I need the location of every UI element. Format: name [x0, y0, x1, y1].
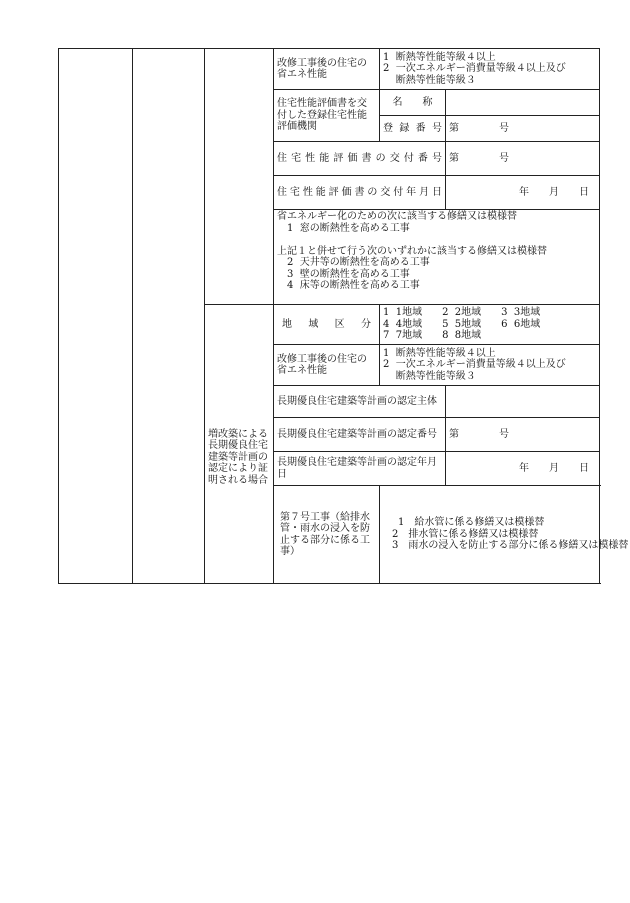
s2-perf-label: 改修工事後の住宅の省エネ性能: [274, 345, 380, 386]
s1-agency-label: 住宅性能評価書を交付した登録住宅性能評価機関: [274, 90, 380, 142]
s2-work-line: 4 床等の断熱性を高める工事: [277, 280, 420, 291]
s2-perf-option: 2 一次エネルギー消費量等級４以上及び: [383, 359, 566, 371]
s1-perf-option: 1 断熱等性能等級４以上: [383, 51, 496, 63]
s2-work-line: [277, 234, 596, 246]
s1-cert-no-label: 住宅性能評価書の交付番号: [274, 142, 446, 176]
s2-plan-date-label: 長期優良住宅建築等計画の認定年月日: [274, 452, 446, 486]
s3-items: [380, 486, 629, 584]
category-col-blank: [205, 49, 274, 305]
s2-plan-entity-value[interactable]: [446, 386, 600, 418]
s2-work-line: 3 壁の断熱性を高める工事: [277, 268, 410, 280]
s1-name-label: 名 称: [380, 90, 446, 116]
s2-work-line: 上記１と併せて行う次のいずれかに該当する修繕又は模様替: [277, 245, 547, 257]
s3-item: 1 給水管に係る修繕又は模様替: [398, 517, 545, 529]
s2-work-line: 省エネルギー化のための次に該当する修繕又は模様替: [277, 211, 517, 222]
s3-label: 第７号工事（給排水管・雨水の浸入を防止する部分に係る工事）: [274, 486, 380, 584]
s2-region-label: 地域区分: [274, 305, 380, 345]
s2-work-line: 1 窓の断熱性を高める工事: [277, 222, 410, 234]
s1-cert-no-value[interactable]: 第 号: [446, 142, 600, 176]
s2-plan-no-value[interactable]: 第 号: [446, 418, 600, 452]
s1-cert-date-label: 住宅性能評価書の交付年月日: [274, 176, 446, 210]
s3-item: 3 雨水の浸入を防止する部分に係る修繕又は模様替: [392, 540, 629, 552]
s2-work-lines: [274, 210, 600, 305]
s1-perf-label: 改修工事後の住宅の省エネ性能: [274, 49, 380, 90]
s2-perf-option: 断熱等性能等級３: [383, 370, 476, 382]
s1-perf-option: 断熱等性能等級３: [383, 74, 476, 86]
s2-plan-date-value[interactable]: 年 月 日: [446, 452, 600, 486]
s2-plan-no-label: 長期優良住宅建築等計画の認定番号: [274, 418, 446, 452]
s2-region-line: 1 1地域 2 2地域 3 3地域: [383, 307, 541, 319]
s2-region-options: [380, 305, 600, 345]
s2-work-line: 2 天井等の断熱性を高める工事: [277, 257, 430, 268]
work-type-col-blank: [59, 49, 133, 584]
s2-region-line: 4 4地域 5 5地域 6 6地域: [383, 318, 541, 330]
s1-regno-value[interactable]: 第 号: [446, 116, 600, 142]
s1-regno-label: 登録番号: [380, 116, 446, 142]
certificate-form-table: [58, 48, 629, 584]
s2-plan-entity-label: 長期優良住宅建築等計画の認定主体: [274, 386, 446, 418]
s2-region-line: 7 7地域 8 8地域: [383, 330, 482, 342]
s2-category-label: 増改築による長期優良住宅建築等計画の認定により証明される場合: [205, 305, 274, 584]
s2-perf-option: 1 断熱等性能等級４以上: [383, 347, 496, 359]
s2-perf-options: [380, 345, 600, 386]
s1-cert-date-value[interactable]: 年 月 日: [446, 176, 600, 210]
subcategory-col-blank: [133, 49, 205, 584]
s1-perf-options: [380, 49, 600, 90]
s3-item: 2 排水管に係る修繕又は模様替: [392, 528, 539, 540]
s1-perf-option: 2 一次エネルギー消費量等級４以上及び: [383, 63, 566, 75]
s1-name-value[interactable]: [446, 90, 600, 116]
